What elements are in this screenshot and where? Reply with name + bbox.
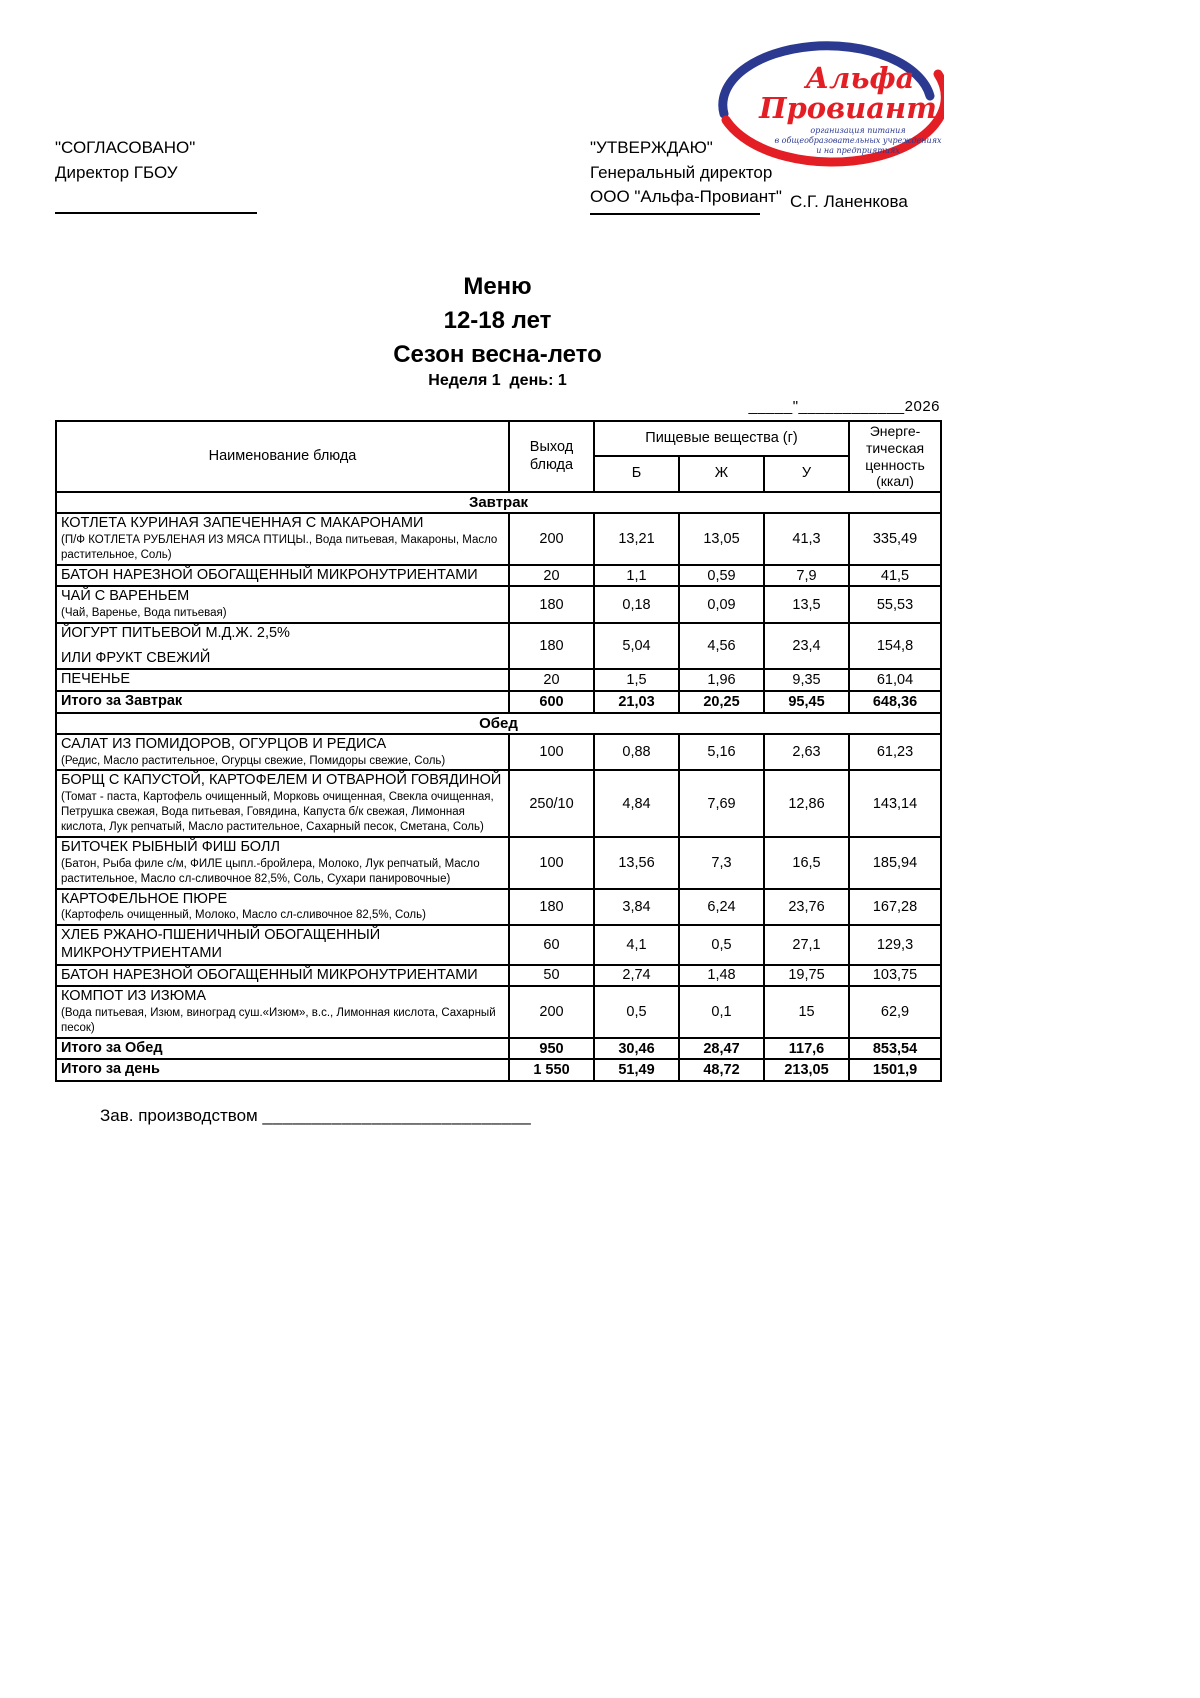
fat-cell: 0,09: [679, 586, 764, 623]
total-label-cell: [56, 1038, 509, 1060]
carbs-cell: 23,4: [764, 623, 849, 669]
protein-cell: 1,5: [594, 669, 679, 691]
protein-cell: 5,04: [594, 623, 679, 669]
menu-table-container: [55, 420, 942, 1082]
approval-left-role: Директор ГБОУ: [55, 162, 178, 182]
meal-section-label: Завтрак: [56, 492, 941, 513]
fat-cell: 1,96: [679, 669, 764, 691]
fat-cell: 13,05: [679, 513, 764, 565]
fat-cell: 0,59: [679, 565, 764, 587]
dish-alt-name: ИЛИ ФРУКТ СВЕЖИЙ: [61, 649, 211, 666]
menu-table-body: [56, 492, 941, 1081]
approval-right-company: ООО "Альфа-Провиант": [590, 187, 782, 207]
dish-row: [56, 837, 941, 889]
total-label: Итого за Обед: [61, 1039, 163, 1056]
dish-ingredients: (Редис, Масло растительное, Огурцы свежие, Помидоры свежие, Соль): [61, 754, 446, 767]
carbs-cell: 213,05: [764, 1059, 849, 1081]
carbs-cell: 15: [764, 986, 849, 1038]
energy-cell: 167,28: [849, 889, 941, 926]
energy-cell: 55,53: [849, 586, 941, 623]
energy-cell: 853,54: [849, 1038, 941, 1060]
protein-cell: 0,18: [594, 586, 679, 623]
dish-row: [56, 623, 941, 669]
energy-cell: 41,5: [849, 565, 941, 587]
carbs-cell: 13,5: [764, 586, 849, 623]
dish-name: КОМПОТ ИЗ ИЗЮМА: [61, 988, 207, 1005]
carbs-cell: 27,1: [764, 925, 849, 964]
dish-row: [56, 889, 941, 926]
dish-name-cell: [56, 669, 509, 691]
carbs-cell: 41,3: [764, 513, 849, 565]
dish-row: [56, 586, 941, 623]
approval-left-block: [55, 136, 195, 185]
dish-row: [56, 770, 941, 837]
protein-cell: 0,88: [594, 734, 679, 771]
output-cell: 100: [509, 837, 594, 889]
fat-cell: 5,16: [679, 734, 764, 771]
total-row: [56, 1059, 941, 1081]
logo-name-line1: Альфа: [805, 61, 915, 95]
total-label-cell: [56, 691, 509, 713]
protein-cell: 51,49: [594, 1059, 679, 1081]
dish-row: [56, 669, 941, 691]
production-manager-signature-line: ___________________________: [262, 1106, 532, 1125]
output-cell: 180: [509, 889, 594, 926]
carbs-cell: 12,86: [764, 770, 849, 837]
dish-name: БИТОЧЕК РЫБНЫЙ ФИШ БОЛЛ: [61, 838, 280, 855]
title-age-group: 12-18 лет: [443, 307, 552, 334]
menu-table-header: [56, 421, 941, 492]
dish-ingredients: (Томат - паста, Картофель очищенный, Морковь очищенная, Свекла очищенная, Петрушка свежая, Вода питьевая, Говядина, Капуста б/к свежая, Лимонная кислота, Лук репчатый, Масло растительное, Сахарный песок, Сметана, Соль): [61, 791, 494, 833]
dish-name-cell: [56, 513, 509, 565]
carbs-cell: 9,35: [764, 669, 849, 691]
energy-cell: 185,94: [849, 837, 941, 889]
dish-name: БАТОН НАРЕЗНОЙ ОБОГАЩЕННЫЙ МИКРОНУТРИЕНТАМИ: [61, 566, 478, 583]
energy-cell: 61,23: [849, 734, 941, 771]
approval-left-title: "СОГЛАСОВАНО": [55, 138, 196, 157]
section-row: [56, 713, 941, 734]
output-cell: 100: [509, 734, 594, 771]
title-menu: Меню: [463, 273, 532, 300]
output-cell: 950: [509, 1038, 594, 1060]
energy-cell: 62,9: [849, 986, 941, 1038]
production-manager-label: Зав. производством: [100, 1106, 258, 1125]
header-nutrients: Пищевые вещества (г): [594, 421, 849, 456]
total-row: [56, 1038, 941, 1060]
logo-oval-icon: [708, 34, 944, 168]
dish-row: [56, 513, 941, 565]
dish-name: БАТОН НАРЕЗНОЙ ОБОГАЩЕННЫЙ МИКРОНУТРИЕНТАМИ: [61, 966, 478, 983]
carbs-cell: 117,6: [764, 1038, 849, 1060]
output-cell: 250/10: [509, 770, 594, 837]
output-cell: 180: [509, 586, 594, 623]
dish-name-cell: [56, 986, 509, 1038]
dish-row: [56, 734, 941, 771]
dish-name: ХЛЕБ РЖАНО-ПШЕНИЧНЫЙ ОБОГАЩЕННЫЙ МИКРОНУТРИЕНТАМИ: [61, 927, 381, 961]
approval-right-role: Генеральный директор: [590, 162, 773, 182]
dish-ingredients: (Вода питьевая, Изюм, виноград суш.«Изюм», в.с., Лимонная кислота, Сахарный песок): [61, 1006, 496, 1034]
fat-cell: 0,5: [679, 925, 764, 964]
logo-tagline-2: в общеобразовательных учреждениях: [774, 136, 942, 145]
dish-name-cell: [56, 734, 509, 771]
meal-section-label: Обед: [56, 713, 941, 734]
fat-cell: 7,3: [679, 837, 764, 889]
output-cell: 20: [509, 669, 594, 691]
dish-name-cell: [56, 586, 509, 623]
total-label-cell: [56, 1059, 509, 1081]
signature-line-right: [590, 213, 760, 215]
dish-name-cell: [56, 889, 509, 926]
dish-row: [56, 965, 941, 987]
logo-tagline-1: организация питания: [810, 126, 906, 135]
signer-name: С.Г. Ланенкова: [790, 192, 908, 211]
total-label: Итого за день: [61, 1061, 160, 1078]
header-output: Выход блюда: [509, 421, 594, 492]
carbs-cell: 16,5: [764, 837, 849, 889]
protein-cell: 4,1: [594, 925, 679, 964]
header-protein: Б: [594, 456, 679, 493]
output-cell: 50: [509, 965, 594, 987]
header-carbs: У: [764, 456, 849, 493]
energy-cell: 143,14: [849, 770, 941, 837]
fat-cell: 4,56: [679, 623, 764, 669]
dish-ingredients: (Чай, Варенье, Вода питьевая): [61, 607, 227, 620]
dish-name-cell: [56, 837, 509, 889]
dish-name-cell: [56, 925, 509, 964]
section-row: [56, 492, 941, 513]
dish-name: ПЕЧЕНЬЕ: [61, 671, 131, 688]
carbs-cell: 2,63: [764, 734, 849, 771]
energy-cell: 61,04: [849, 669, 941, 691]
dish-ingredients: (П/Ф КОТЛЕТА РУБЛЕНАЯ ИЗ МЯСА ПТИЦЫ., Вода питьевая, Макароны, Масло растительное, Соль): [61, 533, 498, 561]
carbs-cell: 95,45: [764, 691, 849, 713]
dish-name: КОТЛЕТА КУРИНАЯ ЗАПЕЧЕННАЯ С МАКАРОНАМИ: [61, 515, 424, 532]
output-cell: 600: [509, 691, 594, 713]
production-manager-block: [100, 1106, 531, 1126]
dish-name: БОРЩ С КАПУСТОЙ, КАРТОФЕЛЕМ И ОТВАРНОЙ ГОВЯДИНОЙ: [61, 772, 502, 789]
dish-row: [56, 986, 941, 1038]
fat-cell: 48,72: [679, 1059, 764, 1081]
energy-cell: 648,36: [849, 691, 941, 713]
protein-cell: 21,03: [594, 691, 679, 713]
fat-cell: 20,25: [679, 691, 764, 713]
protein-cell: 3,84: [594, 889, 679, 926]
header-fat: Ж: [679, 456, 764, 493]
header-energy: Энерге-тическая ценность (ккал): [849, 421, 941, 492]
dish-name-cell: [56, 565, 509, 587]
protein-cell: 0,5: [594, 986, 679, 1038]
fat-cell: 0,1: [679, 986, 764, 1038]
dish-name-cell: [56, 770, 509, 837]
fat-cell: 7,69: [679, 770, 764, 837]
protein-cell: 1,1: [594, 565, 679, 587]
carbs-cell: 19,75: [764, 965, 849, 987]
dish-ingredients: (Батон, Рыба филе с/м, ФИЛЕ цыпл.-бройлера, Молоко, Лук репчатый, Масло растительное, Масло сл-сливочное 82,5%, Соль, Сухари панировочные): [61, 857, 480, 885]
menu-table: [55, 420, 942, 1082]
dish-name-cell: [56, 965, 509, 987]
fat-cell: 1,48: [679, 965, 764, 987]
dish-row: [56, 565, 941, 587]
energy-cell: 103,75: [849, 965, 941, 987]
output-cell: 200: [509, 986, 594, 1038]
fat-cell: 6,24: [679, 889, 764, 926]
energy-cell: 335,49: [849, 513, 941, 565]
output-cell: 60: [509, 925, 594, 964]
title-season: Сезон весна-лето: [393, 341, 602, 368]
dish-name-cell: [56, 623, 509, 669]
output-cell: 180: [509, 623, 594, 669]
output-cell: 20: [509, 565, 594, 587]
fat-cell: 28,47: [679, 1038, 764, 1060]
energy-cell: 154,8: [849, 623, 941, 669]
signature-line-left: [55, 212, 257, 214]
total-row: [56, 691, 941, 713]
carbs-cell: 23,76: [764, 889, 849, 926]
approval-right-title: "УТВЕРЖДАЮ": [590, 138, 713, 157]
company-logo: [708, 34, 944, 168]
logo-name-line2: Провиант: [759, 91, 937, 125]
total-label: Итого за Завтрак: [61, 693, 183, 710]
protein-cell: 30,46: [594, 1038, 679, 1060]
header-dish-name: Наименование блюда: [56, 421, 509, 492]
dish-ingredients: (Картофель очищенный, Молоко, Масло сл-сливочное 82,5%, Соль): [61, 909, 426, 922]
dish-row: [56, 925, 941, 964]
document-title-block: [55, 270, 940, 372]
output-cell: 1 550: [509, 1059, 594, 1081]
output-cell: 200: [509, 513, 594, 565]
date-blank-line: _____"____________2026: [748, 398, 940, 415]
energy-cell: 1501,9: [849, 1059, 941, 1081]
energy-cell: 129,3: [849, 925, 941, 964]
logo-tagline-3: и на предприятиях: [816, 146, 900, 155]
protein-cell: 13,21: [594, 513, 679, 565]
dish-name: САЛАТ ИЗ ПОМИДОРОВ, ОГУРЦОВ И РЕДИСА: [61, 735, 387, 752]
protein-cell: 4,84: [594, 770, 679, 837]
dish-name: ЧАЙ С ВАРЕНЬЕМ: [61, 588, 190, 605]
protein-cell: 13,56: [594, 837, 679, 889]
carbs-cell: 7,9: [764, 565, 849, 587]
dish-name: КАРТОФЕЛЬНОЕ ПЮРЕ: [61, 890, 228, 907]
protein-cell: 2,74: [594, 965, 679, 987]
dish-name: ЙОГУРТ ПИТЬЕВОЙ М.Д.Ж. 2,5%: [61, 625, 290, 642]
week-day-label: Неделя 1 день: 1: [428, 372, 567, 389]
